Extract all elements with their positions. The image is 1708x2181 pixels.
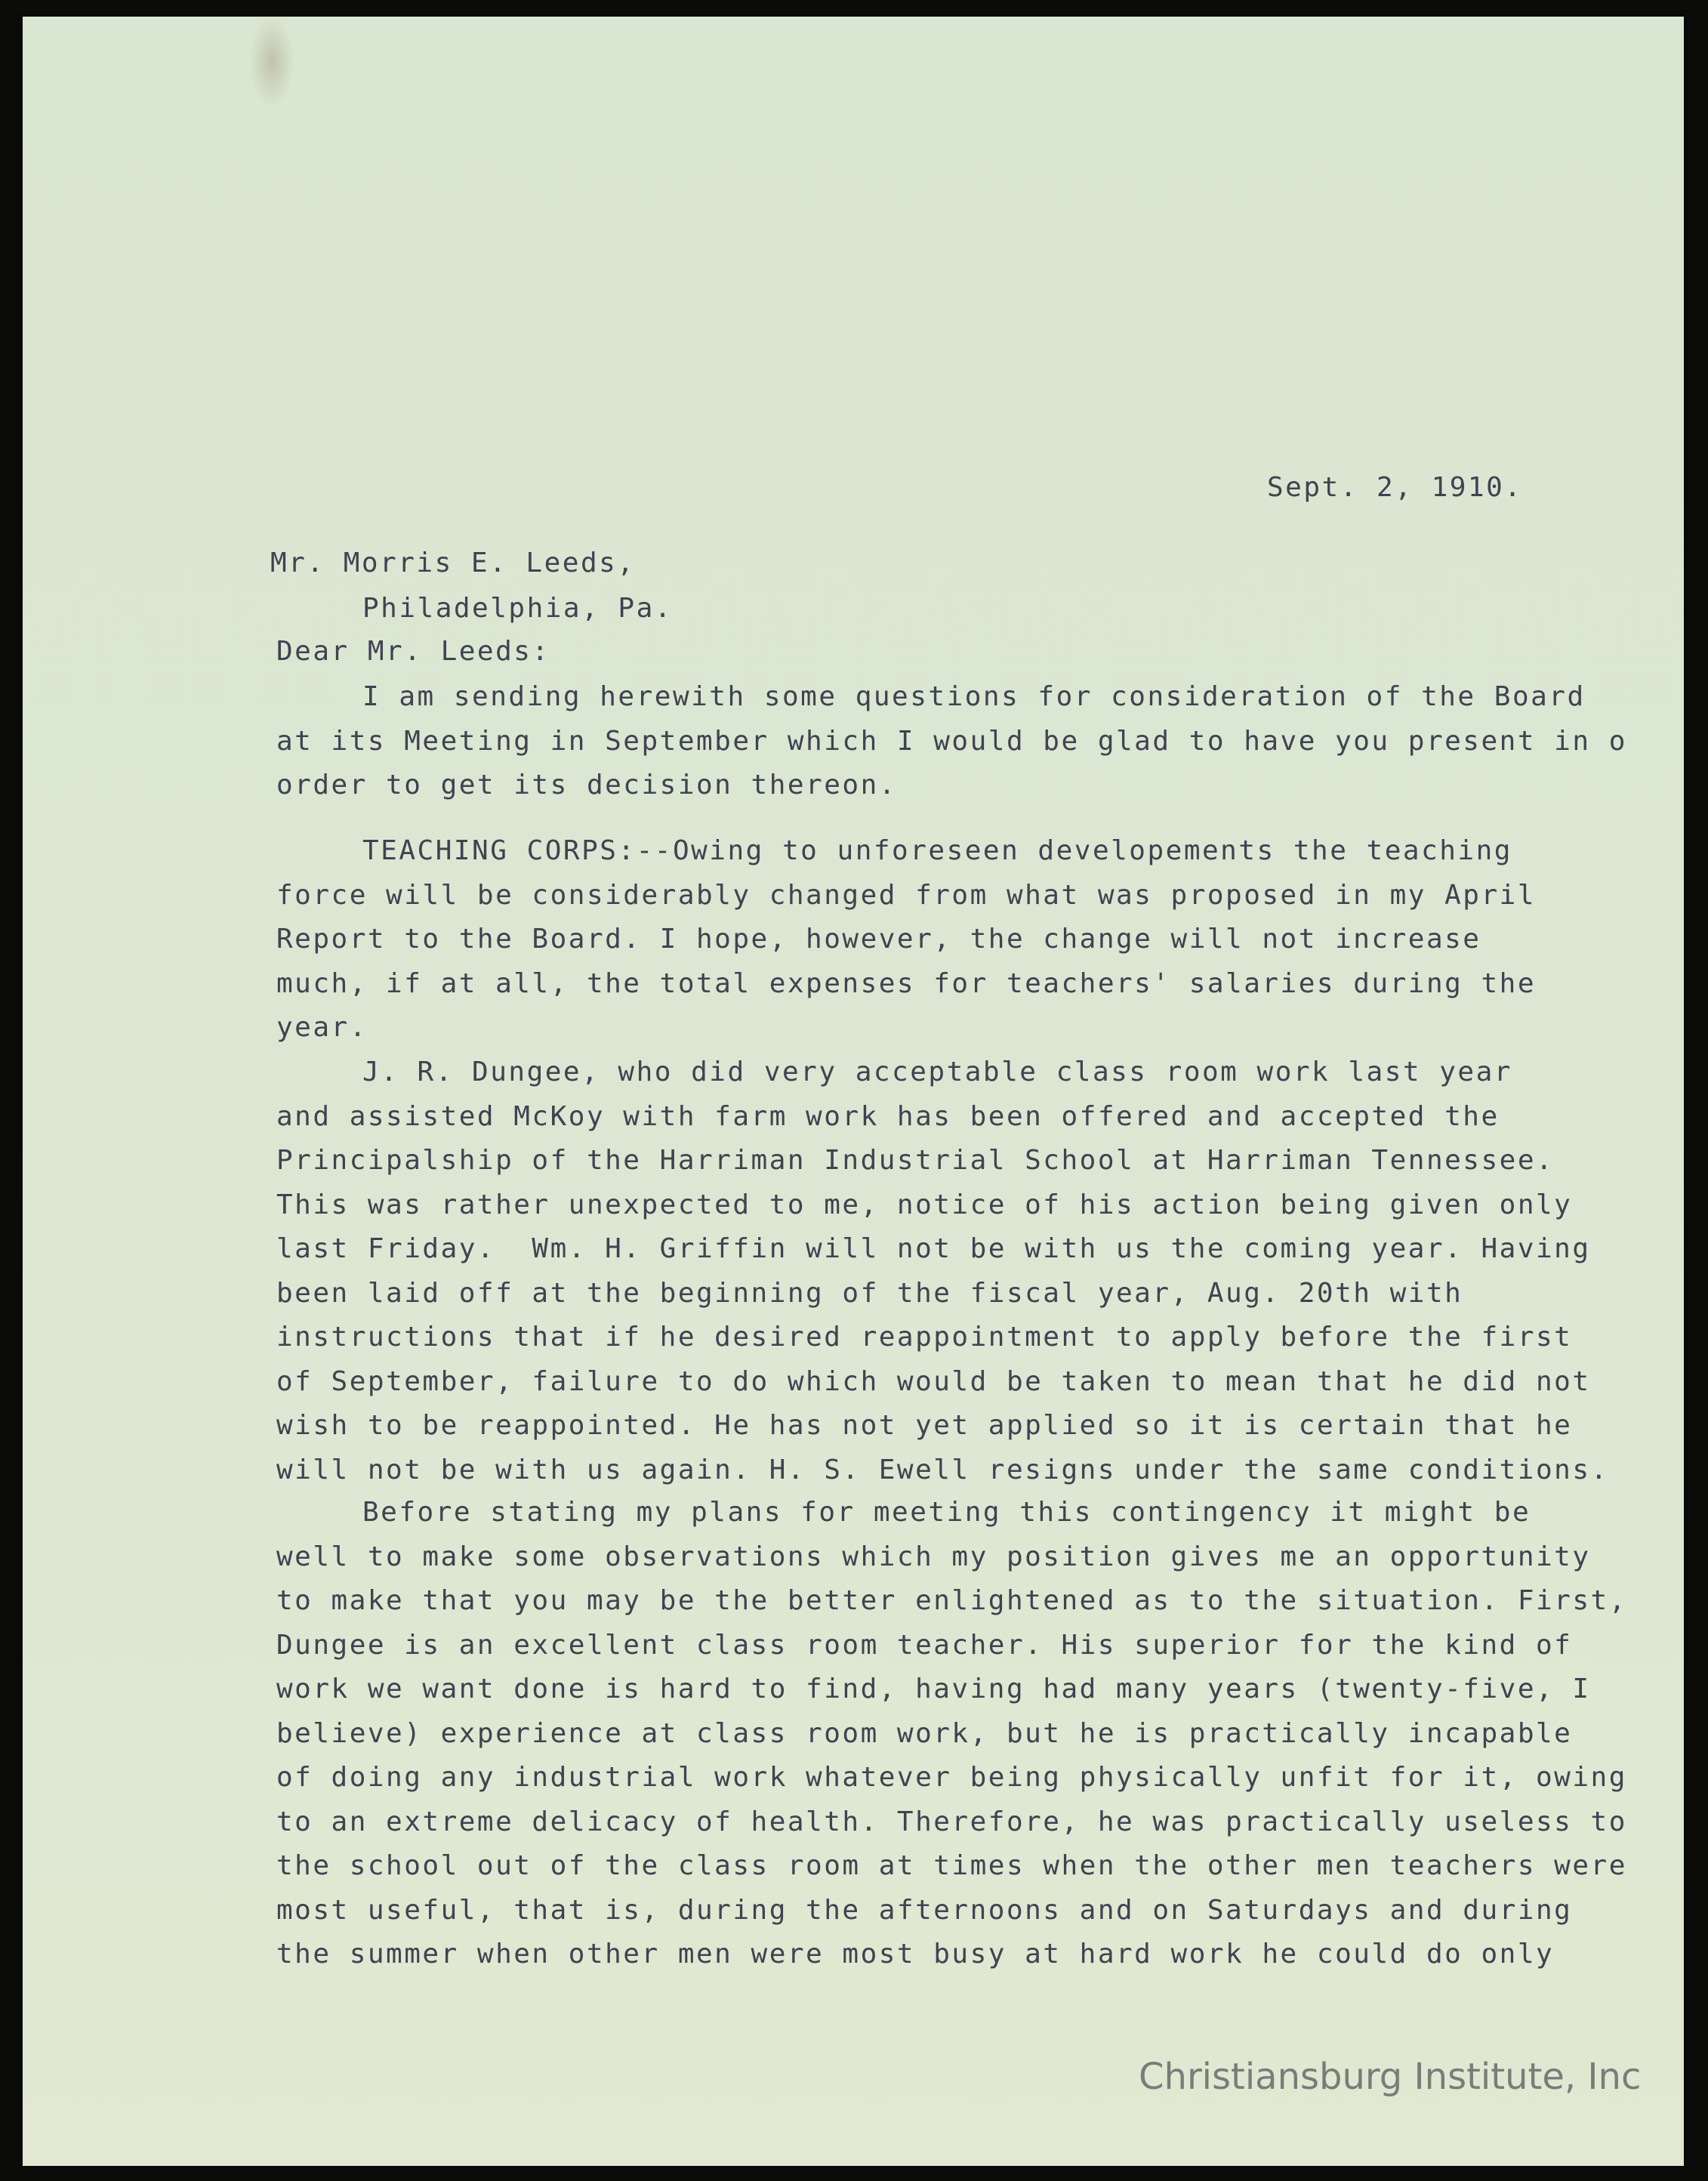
archive-watermark: Christiansburg Institute, Inc [1139,2056,1642,2098]
paragraph-line: instructions that if he desired reappointment to apply before the first [276,1322,1573,1353]
paragraph-line: been laid off at the beginning of the fiscal year, Aug. 20th with [276,1277,1463,1309]
paragraph-line: Before stating my plans for meeting this contingency it might be [362,1497,1531,1528]
paragraph-line: year. [276,1012,368,1043]
paragraph-line: order to get its decision thereon. [276,770,897,801]
paragraph-line: TEACHING CORPS:--Owing to unforeseen developements the teaching [362,835,1512,866]
paragraph-line: at its Meeting in September which I would be glad to have you present in o [276,725,1627,757]
paragraph-line: the school out of the class room at times when the other men teachers were [276,1850,1627,1881]
recipient-name: Mr. Morris E. Leeds, [270,548,636,578]
paragraph-line: believe) experience at class room work, but he is practically incapable [276,1717,1573,1749]
paragraph-line: J. R. Dungee, who did very acceptable class room work last year [362,1057,1512,1087]
paragraph-line: This was rather unexpected to me, notice of his action being given only [276,1189,1573,1220]
paragraph-observations [276,1491,1627,1977]
paragraph-line: much, if at all, the total expenses for teachers' salaries during the [276,967,1536,999]
letter-date: Sept. 2, 1910. [1267,472,1523,503]
paragraph-line: and assisted McKoy with farm work has been offered and accepted the [276,1100,1500,1132]
paragraph-line: most useful, that is, during the afternoons and on Saturdays and during [276,1894,1573,1926]
paragraph-line: of September, failure to do which would be taken to mean that he did not [276,1365,1591,1397]
paragraph-line: last Friday. Wm. H. Griffin will not be with us the coming year. Having [276,1233,1591,1264]
paragraph-line: work we want done is hard to find, having had many years (twenty-five, I [276,1674,1591,1704]
paragraph-line: will not be with us again. H. S. Ewell resigns under the same conditions. [276,1454,1609,1485]
paragraph-line: to make that you may be the better enlightened as to the situation. First, [276,1585,1627,1616]
paragraph-line: to an extreme delicacy of health. Therefore, he was practically useless to [276,1806,1627,1837]
paragraph-line: Report to the Board. I hope, however, the change will not increase [276,924,1481,955]
paragraph-line: wish to be reappointed. He has not yet applied so it is certain that he [276,1410,1573,1441]
paragraph-line: I am sending herewith some questions for consideration of the Board [362,681,1586,712]
paragraph-teaching-corps [276,829,1605,1050]
salutation: Dear Mr. Leeds: [276,636,550,667]
paragraph-intro [276,675,1627,808]
paragraph-line: well to make some observations which my position gives me an opportunity [276,1541,1591,1572]
paragraph-line: the summer when other men were most busy at hard work he could do only [276,1939,1555,1970]
paragraph-line: force will be considerably changed from what was proposed in my April [276,879,1536,911]
paragraph-dungee [276,1050,1609,1492]
paragraph-line: of doing any industrial work whatever being physically unfit for it, owing [276,1762,1627,1793]
paragraph-line: Principalship of the Harriman Industrial School at Harriman Tennessee. [276,1145,1555,1176]
recipient-city: Philadelphia, Pa. [362,593,673,624]
paragraph-line: Dungee is an excellent class room teacher. His superior for the kind of [276,1629,1573,1661]
